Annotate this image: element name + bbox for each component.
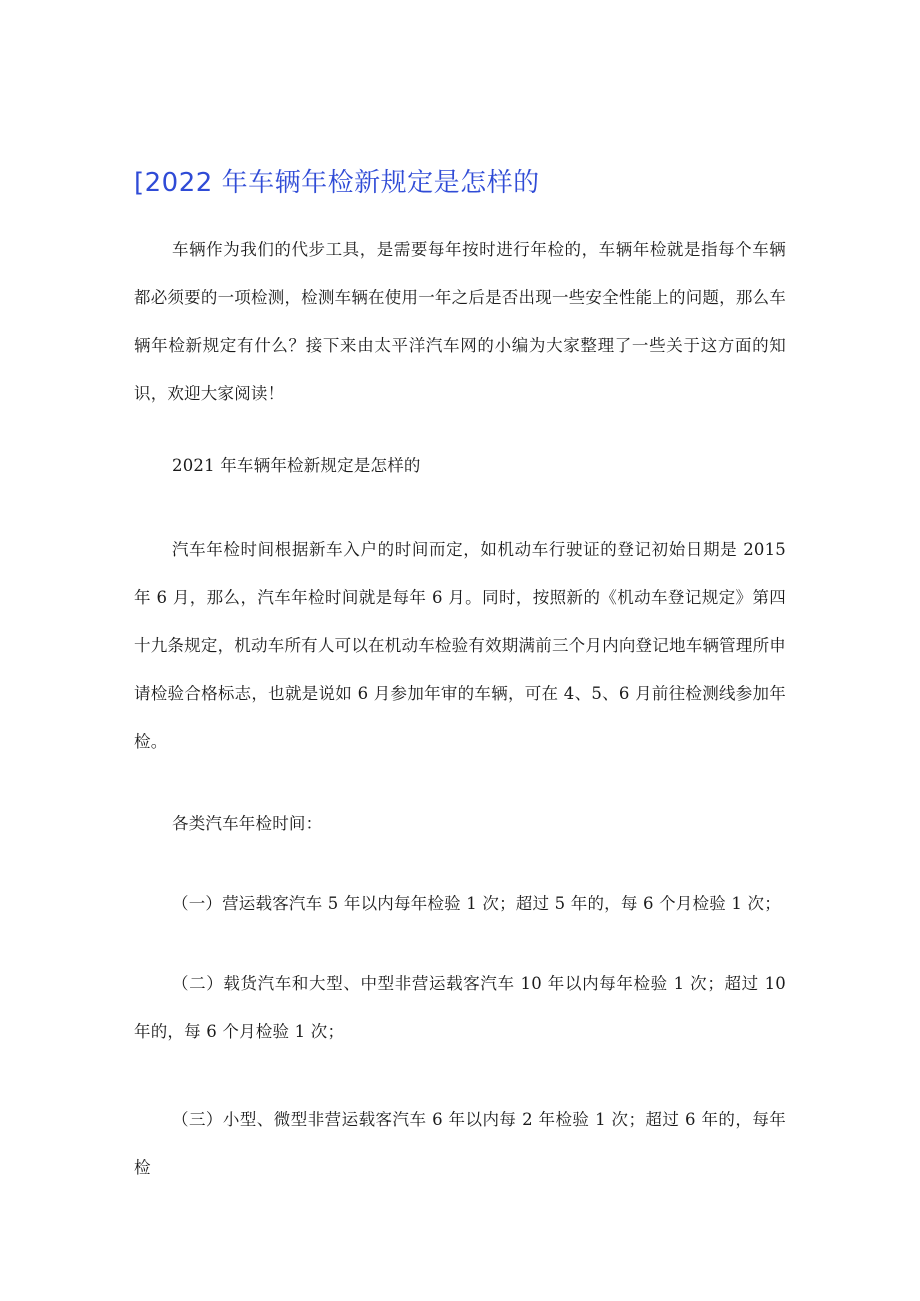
document-title: [2022 年车辆年检新规定是怎样的 [134, 168, 540, 198]
list-heading: 各类汽车年检时间： [172, 814, 323, 833]
inspection-time-paragraph: 汽车年检时间根据新车入户的时间而定，如机动车行驶证的登记初始日期是 2015 年 6 月，那么，汽车年检时间就是每年 6 月。同时，按照新的《机动车登记规定》第四十九条规定，机动车所有人可以在机动车检验有效期满前三个月内向登记地车辆管理所申请检验合格标志，也就是说如 6 月参加年审的车辆，可在 4、5、6 月前往检测线参加年检。 [134, 540, 786, 751]
intro-paragraph: 车辆作为我们的代步工具，是需要每年按时进行年检的，车辆年检就是指每个车辆都必须要的一项检测，检测车辆在使用一年之后是否出现一些安全性能上的问题，那么车辆年检新规定有什么？接下来由太平洋汽车网的小编为大家整理了一些关于这方面的知识，欢迎大家阅读！ [134, 240, 786, 403]
list-item-1: （一）营运载客汽车 5 年以内每年检验 1 次；超过 5 年的，每 6 个月检验 1 次； [172, 894, 781, 913]
list-item-3: （三）小型、微型非营运载客汽车 6 年以内每 2 年检验 1 次；超过 6 年的，每年检 [134, 1110, 786, 1177]
list-item-2: （二）载货汽车和大型、中型非营运载客汽车 10 年以内每年检验 1 次；超过 10 年的，每 6 个月检验 1 次； [134, 974, 786, 1041]
section-heading: 2021 年车辆年检新规定是怎样的 [172, 456, 421, 475]
